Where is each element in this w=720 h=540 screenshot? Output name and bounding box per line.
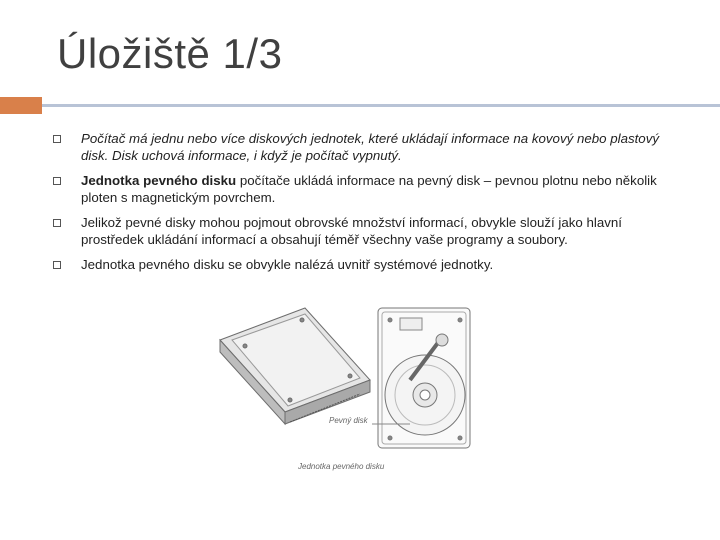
disk-label: Pevný disk xyxy=(329,416,368,425)
bullet-item-4 xyxy=(53,256,673,273)
figure-caption: Jednotka pevného disku xyxy=(298,462,385,471)
bullet-item-3 xyxy=(53,214,673,248)
bullet-list xyxy=(53,130,673,281)
bullet-text: počítače ukládá informace na pevný disk – pevnou plotnu nebo několik ploten s magnetickým povrchem. xyxy=(81,173,657,205)
bullet-text: Jednotka pevného disku se obvykle nalézá uvnitř systémové jednotky. xyxy=(81,257,494,272)
bullet-item-1 xyxy=(53,130,673,164)
bullet-square-icon xyxy=(53,135,61,143)
hard-disk-drawing xyxy=(210,300,480,475)
bullet-square-icon xyxy=(53,219,61,227)
title-rule-line xyxy=(42,104,720,107)
bullet-item-2 xyxy=(53,172,673,206)
bullet-bold-term: Jednotka pevného disku xyxy=(81,173,237,188)
title-rule-accent xyxy=(0,97,42,114)
closed-drive-image xyxy=(220,308,370,424)
bullet-square-icon xyxy=(53,177,61,185)
bullet-square-icon xyxy=(53,261,61,269)
bullet-text: Jelikož pevné disky mohou pojmout obrovské množství informací, obvykle slouží jako hlavní prostředek ukládání informací a obsahují téměř všechny vaše programy a soubory. xyxy=(81,215,622,247)
slide-title: Úložiště 1/3 xyxy=(57,30,283,77)
open-drive-image xyxy=(372,308,470,448)
hard-disk-illustration xyxy=(210,300,480,475)
bullet-text: Počítač má jednu nebo více diskových jednotek, které ukládají informace na kovový nebo plastový disk. Disk uchová informace, i když je počítač vypnutý. xyxy=(81,131,659,163)
